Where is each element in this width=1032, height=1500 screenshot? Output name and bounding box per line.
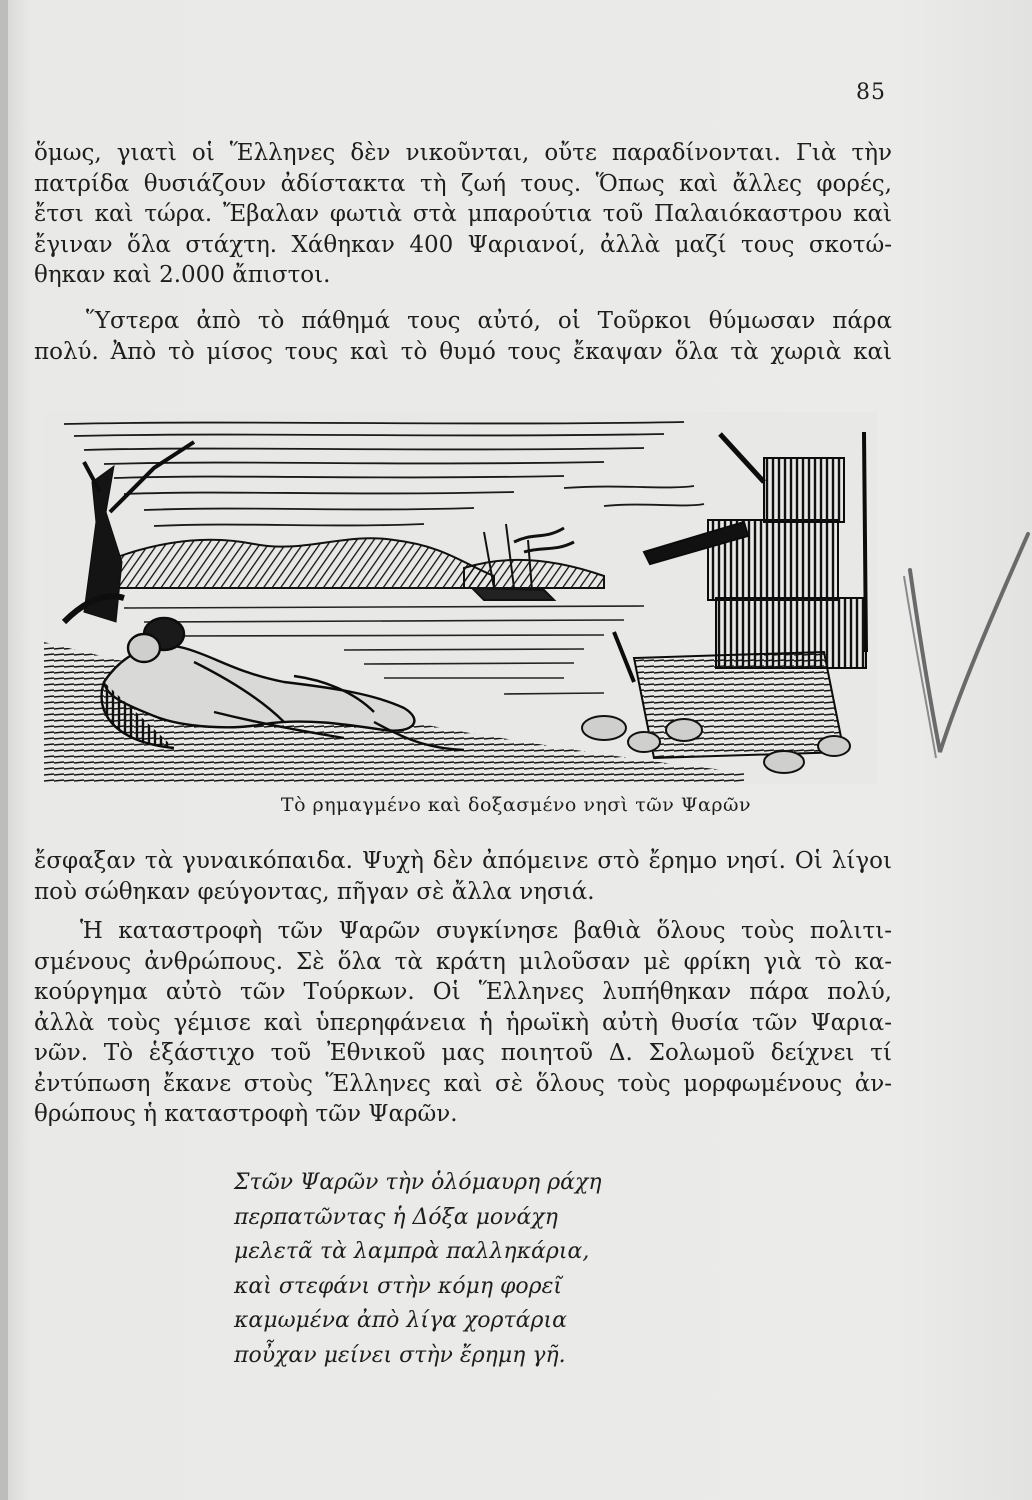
- text-line: ἔσφαξαν τὰ γυναικόπαιδα. Ψυχὴ δὲν ἀπόμεινε στὸ ἔρημο νησί. Οἱ λίγοι: [34, 848, 892, 874]
- text-line: ὅμως, γιατὶ οἱ Ἕλληνες δὲν νικοῦνται, οὔτε παραδίνονται. Γιὰ τὴν: [34, 140, 892, 166]
- paragraph-1: [34, 138, 892, 291]
- pencil-check-mark: [900, 530, 1032, 770]
- text-line: ἐντύπωση ἔκανε στοὺς Ἕλληνες καὶ σὲ ὅλους τοὺς μορφωμένους ἀν-: [34, 1070, 892, 1097]
- poem-line: καμωμένα ἀπὸ λίγα χορτάρια: [234, 1308, 567, 1333]
- poem-stanza: [234, 1166, 602, 1373]
- text-line: πατρίδα θυσιάζουν ἀδίστακτα τὴ ζωή τους. Ὅπως καὶ ἄλλες φορές,: [34, 170, 892, 197]
- page-number: 85: [856, 80, 886, 105]
- text-line: θρώπους ἡ καταστροφὴ τῶν Ψαρῶν.: [34, 1101, 458, 1127]
- text-line: νῶν. Τὸ ἑξάστιχο τοῦ Ἐθνικοῦ μας ποιητοῦ Δ. Σολωμοῦ δείχνει τί: [34, 1040, 892, 1066]
- poem-line: καὶ στεφάνι στὴν κόμη φορεῖ: [234, 1273, 563, 1299]
- poem-line: ποὖχαν μείνει στὴν ἔρημη γῆ.: [234, 1342, 566, 1368]
- text-line: ἀλλὰ τοὺς γέμισε καὶ ὑπερηφάνεια ἡ ἡρωϊκὴ αὐτὴ θυσία τῶν Ψαρια-: [34, 1009, 892, 1036]
- text-line: Ἡ καταστροφὴ τῶν Ψαρῶν συγκίνησε βαθιὰ ὅλους τοὺς πολιτι-: [80, 918, 892, 944]
- poem-line: Στῶν Ψαρῶν τὴν ὁλόμαυρη ράχη: [234, 1170, 602, 1195]
- text-line: πολύ. Ἀπὸ τὸ μίσος τους καὶ τὸ θυμό τους ἔκαψαν ὅλα τὰ χωριὰ καὶ: [34, 338, 892, 365]
- poem-line: περπατῶντας ἡ Δόξα μονάχη: [234, 1204, 558, 1230]
- paragraph-4: [34, 916, 892, 1130]
- text-line: θηκαν καὶ 2.000 ἄπιστοι.: [34, 262, 331, 288]
- text-line: ἔτσι καὶ τώρα. Ἔβαλαν φωτιὰ στὰ μπαρούτια τοῦ Παλαιόκαστρου καὶ: [34, 201, 892, 227]
- illustration-caption: Τὸ ρημαγμένο καὶ δοξασμένο νησὶ τῶν Ψαρῶν: [280, 794, 752, 816]
- text-line: ποὺ σώθηκαν φεύγοντας, πῆγαν σὲ ἄλλα νησιά.: [34, 878, 595, 905]
- island-illustration: [44, 412, 878, 784]
- text-line: κούργημα αὐτὸ τῶν Τούρκων. Οἱ Ἕλληνες λυπήθηκαν πάρα πολύ,: [34, 979, 892, 1005]
- poem-line: μελετᾶ τὰ λαμπρὰ παλληκάρια,: [234, 1239, 590, 1264]
- text-line: Ὕστερα ἀπὸ τὸ πάθημά τους αὐτό, οἱ Τοῦρκοι θύμωσαν πάρα: [86, 308, 892, 334]
- text-line: σμένους ἀνθρώπους. Σὲ ὅλα τὰ κράτη μιλοῦσαν μὲ φρίκη γιὰ τὸ κα-: [34, 948, 892, 975]
- paragraph-3: [34, 846, 892, 907]
- book-spine-shadow: [0, 0, 8, 1500]
- text-line: ἔγιναν ὅλα στάχτη. Χάθηκαν 400 Ψαριανοί, ἀλλὰ μαζί τους σκοτώ-: [34, 231, 892, 258]
- paragraph-2: [34, 306, 892, 367]
